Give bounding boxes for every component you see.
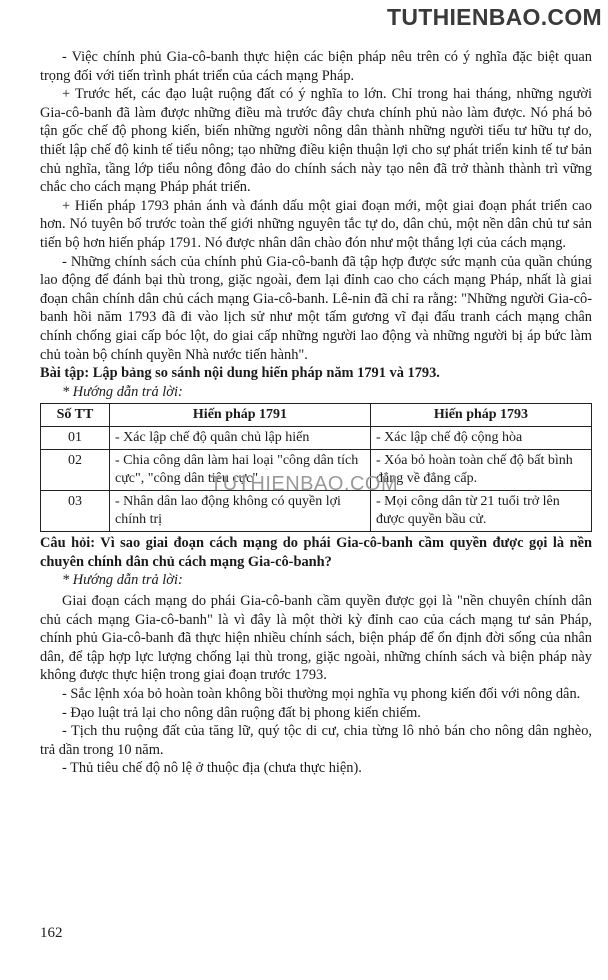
paragraph: - Những chính sách của chính phủ Gia-cô-banh đã tập hợp được sức mạnh của quần chúng lao động để đánh bại thù trong, giặc ngoài, đem lại đỉnh cao cho cách mạng Pháp, nhất là giai đoạn chân chính dân chủ cách mạng Gia-cô-banh. Lê-nin đã chỉ ra rằng: "Những người Gia-cô-banh hồi năm 1793 đã đi vào lịch sử như một tấm gương vĩ đại đấu tranh cách mạng chân chính chống giai cấp bóc lột, do giai cấp những người lao động và những người bị áp bức làm chủ toàn bộ chính quyền Nhà nước tiến hành". xyxy=(40,253,592,363)
answer-paragraph: - Tịch thu ruộng đất của tăng lữ, quý tộc di cư, chia từng lô nhỏ bán cho nông dân nghèo, trả dần trong 10 năm. xyxy=(40,723,592,758)
comparison-table xyxy=(40,403,592,532)
cell-1793: - Mọi công dân từ 21 tuổi trở lên được quyền bầu cử. xyxy=(371,491,592,532)
question-hint: * Hướng dẫn trả lời: xyxy=(62,572,183,589)
page-number: 162 xyxy=(40,925,63,941)
cell-stt: 03 xyxy=(41,491,110,532)
answer-paragraph: Giai đoạn cách mạng do phái Gia-cô-banh cầm quyền được gọi là "nền chuyên chính dân chủ cách mạng Gia-cô-banh" là vì đây là một thời kỳ đỉnh cao của cách mạng tư sản Pháp, chính phủ Gia-cô-banh đã thực hiện nhiều chính sách, biện pháp để ổn định đời sống của nhân dân, để tập hợp lực lượng chống lại thù trong, giặc ngoài, những chính sách và biện pháp này không được thực hiện trong giai đoạn trước 1793. xyxy=(40,593,592,684)
question-heading: Câu hỏi: Vì sao giai đoạn cách mạng do phái Gia-cô-banh cầm quyền được gọi là nền chuyên chính dân chủ cách mạng Gia-cô-banh? xyxy=(40,535,592,570)
table-watermark: TUTHIENBAO.COM xyxy=(210,473,399,495)
cell-1793: - Xóa bỏ hoàn toàn chế độ bất bình đẳng về đẳng cấp. xyxy=(371,450,592,491)
cell-1791: - Nhân dân lao động không có quyền lợi chính trị xyxy=(110,491,371,532)
cell-stt: 02 xyxy=(41,450,110,491)
answer-paragraph: - Thủ tiêu chế độ nô lệ ở thuộc địa (chưa thực hiện). xyxy=(62,760,362,777)
table-header-row xyxy=(41,404,592,427)
header-1793: Hiến pháp 1793 xyxy=(371,404,592,427)
table-row xyxy=(41,491,592,532)
answer-paragraph: - Sắc lệnh xóa bỏ hoàn toàn không bồi thường mọi nghĩa vụ phong kiến đối với nông dân. xyxy=(62,686,581,703)
cell-1791: - Chia công dân làm hai loại "công dân tích cực", "công dân tiêu cực" xyxy=(110,450,371,491)
cell-1791: - Xác lập chế độ quân chủ lập hiến xyxy=(110,427,371,450)
exercise-heading: Bài tập: Lập bảng so sánh nội dung hiến pháp năm 1791 và 1793. xyxy=(40,365,440,382)
site-watermark: TUTHIENBAO.COM xyxy=(386,4,602,30)
paragraph: + Hiến pháp 1793 phản ánh và đánh dấu một giai đoạn mới, một giai đoạn phát triển cao hơn. Nó tuyên bố trước toàn thế giới những nguyên tắc tự do, dân chủ, một nền dân chủ tư sản tiến bộ hơn hiến pháp 1791. Nó được nhân dân chào đón như một thắng lợi của cách mạng. xyxy=(40,197,592,251)
header-1791: Hiến pháp 1791 xyxy=(110,404,371,427)
paragraph: - Việc chính phủ Gia-cô-banh thực hiện các biện pháp nêu trên có ý nghĩa đặc biệt quan trọng đối với tiến trình phát triển của cách mạng Pháp. xyxy=(40,49,592,84)
table-row xyxy=(41,427,592,450)
header-stt: Số TT xyxy=(41,404,110,427)
cell-1793: - Xác lập chế độ cộng hòa xyxy=(371,427,592,450)
exercise-hint: * Hướng dẫn trả lời: xyxy=(62,383,183,400)
answer-paragraph: - Đạo luật trả lại cho nông dân ruộng đất bị phong kiến chiếm. xyxy=(62,704,421,721)
paragraph: + Trước hết, các đạo luật ruộng đất có ý nghĩa to lớn. Chỉ trong hai tháng, những người Gia-cô-banh đã làm được những điều mà trước đây chưa chính phủ nào làm được. Nó phá bỏ tận gốc chế độ phong kiến, biến những người nông dân thành những người tiểu tư hữu tự do, thiết lập chế độ kinh tế tiểu nông; tạo những điều kiện thuận lợi cho sự phát triển kinh tế tư bản chủ nghĩa, tầng lớp tiểu nông đông đảo do chính sách này tạo nên đã trở thành thành trì vững chắc cho cách mạng Pháp phát triển. xyxy=(40,86,592,196)
page-content xyxy=(40,48,592,778)
cell-stt: 01 xyxy=(41,427,110,450)
